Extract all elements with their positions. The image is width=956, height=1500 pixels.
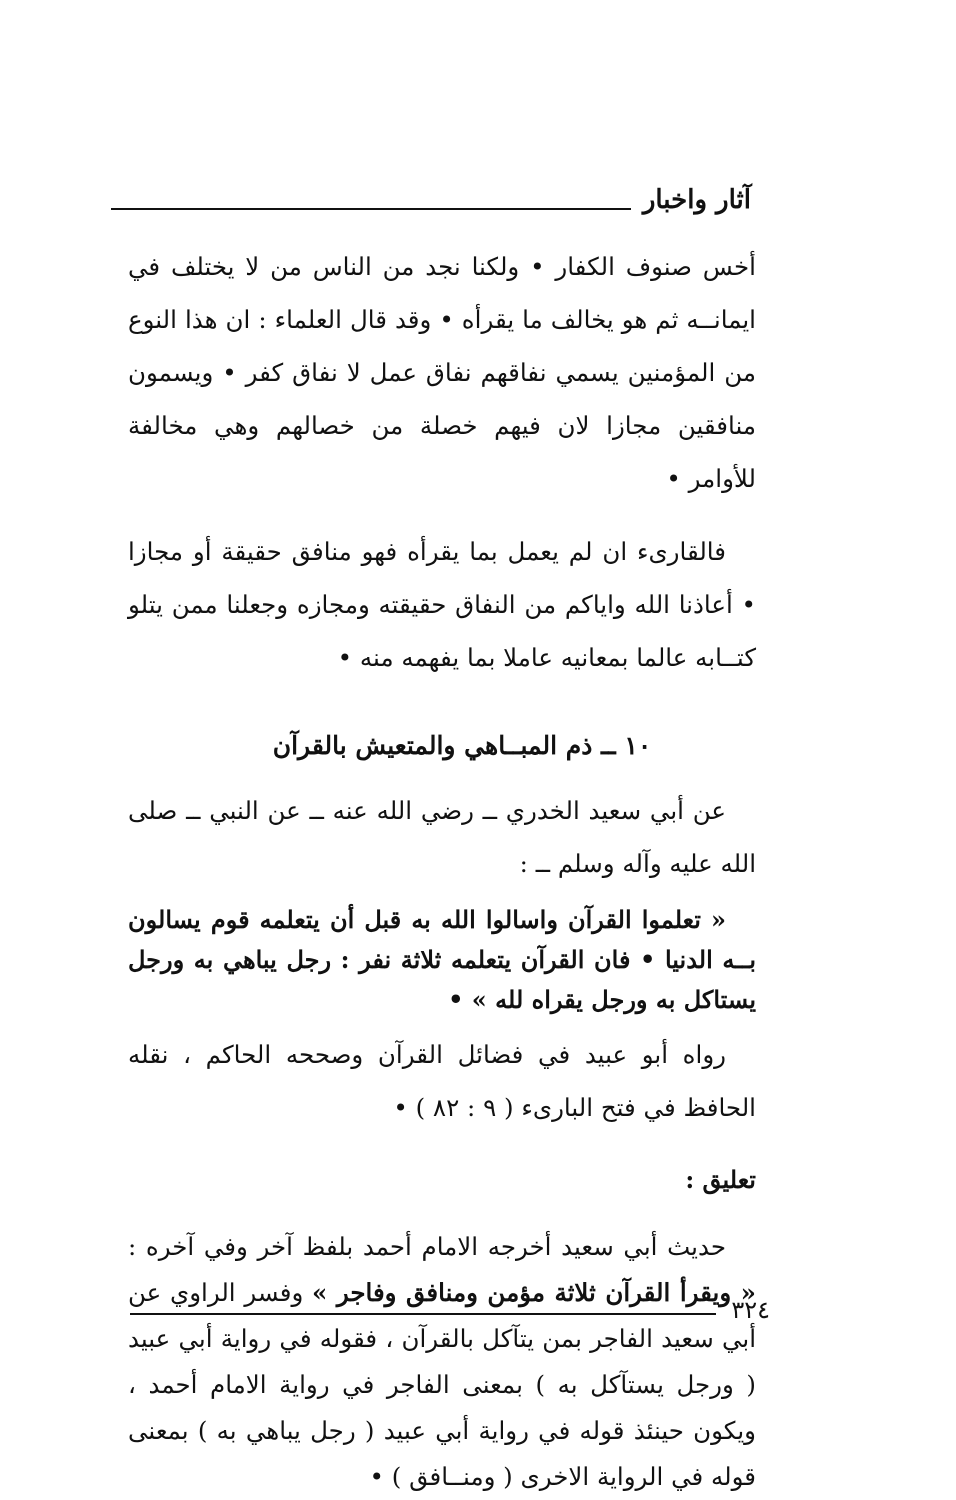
- paragraph-2: فالقارىء ان لم يعمل بما يقرأه فهو منافق حقيقة أو مجازا • أعاذنا الله واياكم من النفاق حقيقته ومجازه وجعلنا ممن يتلو كتــابه عالما بمعانيه عاملا بما يفهمه منه •: [128, 537, 756, 672]
- running-header: [111, 182, 751, 222]
- running-title: آثار واخبار: [642, 185, 751, 215]
- comment-text-a: حديث أبي سعيد أخرجه الامام أحمد بلفظ آخر وفي آخره :: [128, 1232, 726, 1261]
- hadith-text: « تعلموا القرآن واسالوا الله به قبل أن يتعلمه قوم يسالون بــه الدنيا • فان القرآن يتعلمه ثلاثة نفر : رجل يباهي به ورجل يستاكل به ورجل يقراه لله » •: [128, 905, 756, 1014]
- page-footer: [130, 1296, 770, 1326]
- footer-rule: [130, 1313, 716, 1315]
- comment-label: تعليق :: [685, 1165, 756, 1194]
- comment-paragraph: [128, 1224, 756, 1500]
- section-heading: ١٠ ــ ذم المبــاهي والمتعيش بالقرآن: [272, 731, 652, 760]
- comment-quote: « ويقرأ القرآن ثلاثة مؤمن ومنافق وفاجر »: [312, 1278, 756, 1307]
- paragraph-1: أخس صنوف الكفار • ولكنا نجد من الناس من لا يختلف في ايمانــه ثم هو يخالف ما يقرأه • وقد قال العلماء : ان هذا النوع من المؤمنين يسمي نفاقهم نفاق عمل لا نفاق كفر • ويسمون منافقين مجازا لان فيهم خصلة من خصالهم وهي مخالفة للأوامر •: [128, 252, 756, 493]
- header-rule: [111, 208, 631, 210]
- page-number: ٣٢٤: [731, 1296, 770, 1324]
- hadith-isnad: عن أبي سعيد الخدري ــ رضي الله عنه ــ عن النبي ــ صلى الله عليه وآله وسلم ــ :: [128, 796, 756, 878]
- comment-text-b: وفسر الراوي عن أبي سعيد الفاجر بمن يتآكل بالقرآن ، فقوله في رواية أبي عبيد ( ورجل يستآكل به ) بمعنى الفاجر في رواية الامام أحمد ، ويكون حينئذ قوله في رواية أبي عبيد ( رجل يباهي به ) بمعنى قوله في الرواية الاخرى ( ومنــافق ) •: [128, 1278, 756, 1491]
- hadith-source: رواه أبو عبيد في فضائل القرآن وصححه الحاكم ، نقله الحافظ في فتح البارىء ( ٩ : ٨٢ ) •: [128, 1040, 756, 1122]
